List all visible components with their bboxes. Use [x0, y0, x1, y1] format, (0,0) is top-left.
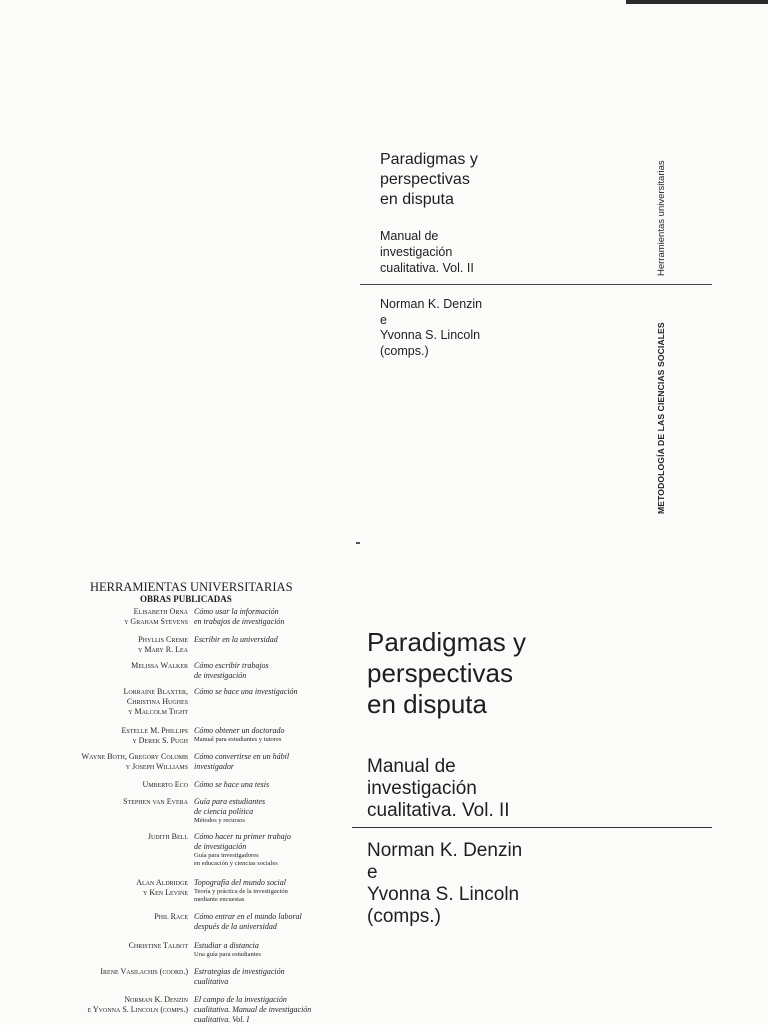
- title-line: Estrategias de investigación: [194, 967, 285, 976]
- top-author-line: e: [380, 312, 387, 327]
- list-item-title: [194, 661, 269, 681]
- list-item-authors: [123, 687, 188, 717]
- series-list-heading: HERRAMIENTAS UNIVERSITARIAS: [90, 580, 293, 594]
- author-line: Christine Talbot: [128, 941, 188, 950]
- author-line: y Joseph Williams: [125, 762, 188, 771]
- subtitle-note: mediante encuestas: [194, 896, 245, 903]
- top-subtitle-line: investigación: [380, 245, 453, 259]
- cover-title-line: Paradigmas y: [367, 627, 526, 657]
- list-item-title: [194, 687, 298, 697]
- cover-author-line: e: [367, 862, 378, 883]
- title-line: El campo de la investigación: [194, 995, 287, 1004]
- title-line: Cómo se hace una investigación: [194, 687, 298, 696]
- cover-subtitle-line: cualitativa. Vol. II: [367, 800, 510, 821]
- top-book-title: [380, 150, 478, 210]
- author-line: y Graham Stevens: [124, 617, 188, 626]
- page-edge-rule: [626, 0, 768, 4]
- list-item-title: [194, 832, 291, 868]
- top-title-line: perspectivas: [380, 171, 470, 188]
- author-line: y Derek S. Pugh: [132, 736, 188, 745]
- list-item-title: [194, 780, 269, 790]
- list-item-title: [194, 752, 289, 772]
- cover-book-title: [367, 627, 526, 720]
- title-line: Estudiar a distancia: [194, 941, 259, 950]
- author-line: y Mary R. Lea: [137, 645, 188, 654]
- author-line: Phyllis Creme: [138, 635, 188, 644]
- title-line: Cómo hacer tu primer trabajo: [194, 832, 291, 841]
- top-author-line: Norman K. Denzin: [380, 297, 483, 311]
- author-line: Norman K. Denzin: [124, 995, 188, 1004]
- list-item-title: [194, 607, 284, 627]
- top-divider: [360, 284, 712, 285]
- author-line: Elisabeth Orna: [133, 607, 188, 616]
- list-item-title: [194, 797, 265, 825]
- author-line: y Ken Levine: [143, 888, 188, 897]
- list-item-title: [194, 912, 302, 932]
- list-item-title: [194, 995, 311, 1025]
- list-item-authors: [136, 878, 188, 898]
- cover-divider: [352, 827, 712, 828]
- subtitle-note: en educación y ciencias sociales: [194, 860, 278, 867]
- title-line: Topografía del mundo social: [194, 878, 286, 887]
- title-line: Cómo convertirse en un hábil: [194, 752, 290, 761]
- title-line: cualitativa. Manual de investigación: [194, 1005, 312, 1014]
- list-item-title: [194, 941, 261, 959]
- list-item-authors: [154, 912, 188, 922]
- author-line: Judith Bell: [147, 832, 188, 841]
- cover-author-line: Yvonna S. Lincoln: [367, 884, 520, 905]
- list-item-authors: [123, 797, 188, 807]
- list-item-authors: [122, 726, 188, 746]
- list-item-authors: [124, 607, 188, 627]
- list-item-authors: [142, 780, 188, 790]
- list-item-authors: [138, 635, 188, 655]
- title-line: Cómo obtener un doctorado: [194, 726, 285, 735]
- spine-series-label: Herramientas universitarias: [656, 160, 667, 276]
- title-line: de investigación: [194, 671, 247, 680]
- title-line: Guía para estudiantes: [194, 797, 266, 806]
- subtitle-note: Guía para investigadores: [194, 852, 259, 859]
- top-title-line: en disputa: [380, 191, 454, 208]
- title-line: en trabajos de investigación: [194, 617, 285, 626]
- title-line: cualitativa. Vol. I: [194, 1015, 250, 1024]
- author-line: Lorraine Blaxter,: [123, 687, 188, 696]
- title-line: Cómo escribir trabajos: [194, 661, 269, 670]
- list-item-authors: [82, 752, 188, 772]
- author-line: Melissa Walker: [131, 661, 188, 670]
- top-book-authors: [380, 297, 482, 359]
- cover-title-line: en disputa: [367, 689, 487, 719]
- author-line: e Yvonna S. Lincoln (comps.): [87, 1005, 188, 1014]
- cover-subtitle-line: Manual de: [367, 756, 456, 777]
- top-title-line: Paradigmas y: [380, 151, 478, 168]
- title-line: Cómo se hace una tesis: [194, 780, 270, 789]
- subtitle-note: Métodos y recursos: [194, 817, 245, 824]
- subtitle-note: Teoría y práctica de la investigación: [194, 888, 288, 895]
- author-line: Estelle M. Phillips: [121, 726, 188, 735]
- title-line: Cómo entrar en el mundo laboral: [194, 912, 302, 921]
- top-author-line: Yvonna S. Lincoln: [380, 328, 481, 342]
- cover-subtitle-line: investigación: [367, 778, 477, 799]
- title-line: Cómo usar la información: [194, 607, 279, 616]
- list-item-title: [194, 878, 288, 904]
- cover-author-line: Norman K. Denzin: [367, 840, 523, 861]
- scan-mark: [356, 542, 360, 544]
- author-line: Phil Race: [154, 912, 188, 921]
- list-item-title: [194, 967, 285, 987]
- title-line: cualitativa: [194, 977, 229, 986]
- list-item-authors: [100, 967, 188, 977]
- author-line: Alan Aldridge: [136, 878, 188, 887]
- spine-collection-label: METODOLOGÍA DE LAS CIENCIAS SOCIALES: [656, 322, 666, 514]
- top-subtitle-line: cualitativa. Vol. II: [380, 261, 474, 275]
- top-subtitle-line: Manual de: [380, 229, 439, 243]
- author-line: Stephen van Evera: [123, 797, 188, 806]
- list-item-authors: [129, 941, 188, 951]
- list-item-authors: [131, 661, 188, 671]
- list-item-authors: [148, 832, 188, 842]
- subtitle-note: Manual para estudiantes y tutores: [194, 736, 282, 743]
- top-author-line: (comps.): [380, 343, 429, 358]
- title-line: de investigación: [194, 842, 247, 851]
- author-line: y Malcolm Tight: [128, 707, 188, 716]
- cover-book-subtitle: [367, 756, 510, 822]
- cover-title-line: perspectivas: [367, 658, 513, 688]
- top-book-subtitle: [380, 228, 474, 276]
- title-line: después de la universidad: [194, 922, 277, 931]
- title-line: Escribir en la universidad: [194, 635, 278, 644]
- author-line: Irene Vasilachis (coord.): [100, 967, 188, 976]
- series-list-subheading: OBRAS PUBLICADAS: [140, 594, 232, 604]
- title-line: de ciencia política: [194, 807, 254, 816]
- list-item-title: [194, 635, 278, 645]
- author-line: Christina Hughes: [126, 697, 188, 706]
- title-line: investigador: [194, 762, 234, 771]
- list-item-title: [194, 726, 284, 744]
- author-line: Wayne Both, Gregory Colomb: [81, 752, 188, 761]
- cover-book-authors: [367, 840, 522, 928]
- list-item-authors: [88, 995, 188, 1015]
- subtitle-note: Una guía para estudiantes: [194, 951, 261, 958]
- author-line: Umberto Eco: [142, 780, 188, 789]
- cover-author-line: (comps.): [367, 906, 441, 927]
